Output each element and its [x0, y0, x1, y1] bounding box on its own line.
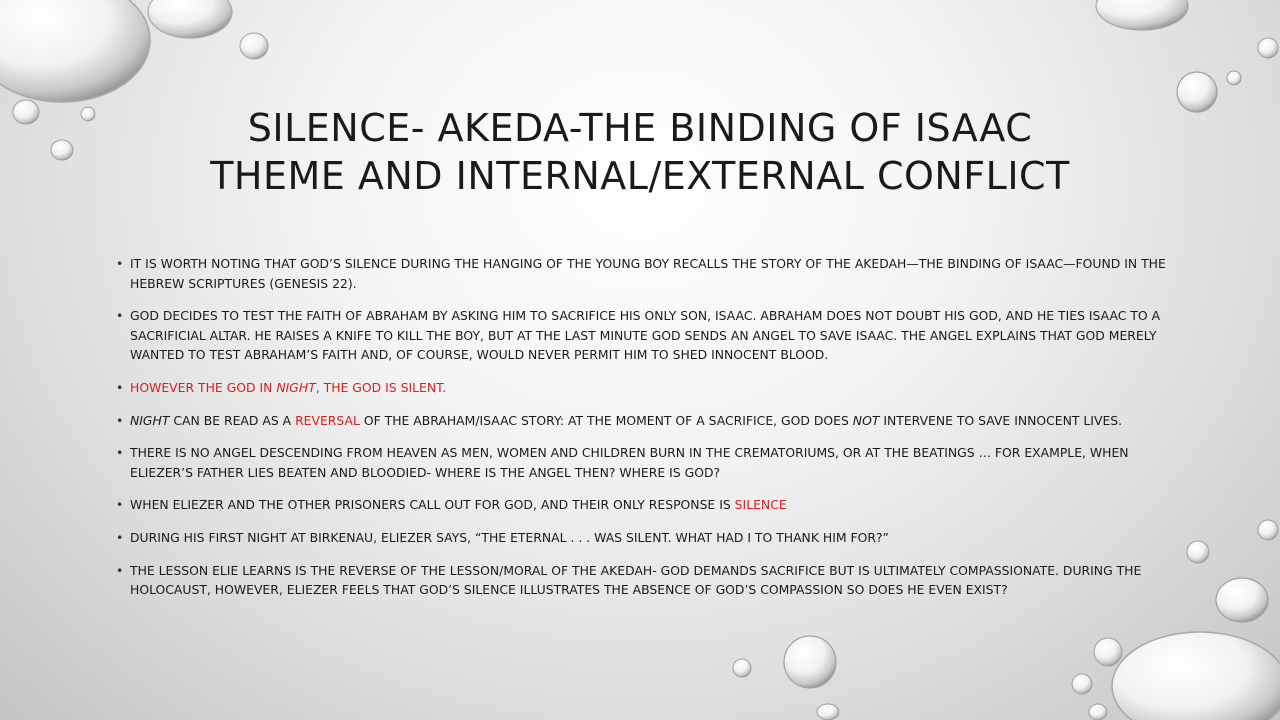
bullet-birkenau-quote: • DURING HIS FIRST NIGHT AT BIRKENAU, ELIEZER SAYS, “THE ETERNAL . . . WAS SILENT. WHAT HAD I TO THANK HIM FOR?”	[116, 528, 1176, 548]
bullet-prisoners-call	[116, 495, 1176, 515]
bullet-reversal-night: NIGHT	[130, 412, 170, 428]
bullet-god-silent-part2: , THE GOD IS SILENT.	[315, 379, 447, 395]
bullet-god-silent	[116, 378, 1176, 398]
bullet-prisoners-call-part1: WHEN ELIEZER AND THE OTHER PRISONERS CALL OUT FOR GOD, AND THEIR ONLY RESPONSE IS	[130, 497, 735, 513]
slide-body	[116, 254, 1176, 613]
bullet-reversal-part1: CAN BE READ AS A	[169, 412, 296, 428]
bullet-abraham-test: • GOD DECIDES TO TEST THE FAITH OF ABRAHAM BY ASKING HIM TO SACRIFICE HIS ONLY SON, ISAAC. ABRAHAM DOES NOT DOUBT HIS GOD, AND HE TIES ISAAC TO A SACRIFICIAL ALTAR. HE RAISES A KNIFE TO KILL THE BOY, BUT AT THE LAST MINUTE GOD SENDS AN ANGEL TO SAVE ISAAC. THE ANGEL EXPLAINS THAT GOD MERELY WANTED TO TEST ABRAHAM’S FAITH AND, OF COURSE, WOULD NEVER PERMIT HIM TO SHED INNOCENT BLOOD.	[116, 306, 1176, 365]
slide-title-line-1: SILENCE- AKEDA-THE BINDING OF ISAAC	[247, 106, 1033, 150]
bullet-god-silent-part1: HOWEVER THE GOD IN	[130, 379, 277, 395]
bullet-no-angel: • THERE IS NO ANGEL DESCENDING FROM HEAVEN AS MEN, WOMEN AND CHILDREN BURN IN THE CREMATORIUMS, OR AT THE BEATINGS … FOR EXAMPLE, WHEN ELIEZER’S FATHER LIES BEATEN AND BLOODIED- WHERE IS THE ANGEL THEN? WHERE IS GOD?	[116, 443, 1176, 482]
bullet-akedah-recall: • IT IS WORTH NOTING THAT GOD’S SILENCE DURING THE HANGING OF THE YOUNG BOY RECALLS THE STORY OF THE AKEDAH—THE BINDING OF ISAAC—FOUND IN THE HEBREW SCRIPTURES (GENESIS 22).	[116, 254, 1176, 293]
bullet-prisoners-call-silence: SILENCE	[734, 497, 787, 513]
bullet-list	[116, 254, 1176, 600]
bullet-reversal-not: NOT	[852, 412, 880, 428]
bullet-god-silent-night: NIGHT	[276, 379, 316, 395]
bullet-reversal-part3: INTERVENE TO SAVE INNOCENT LIVES.	[879, 412, 1123, 428]
slide-title-line-2: THEME AND INTERNAL/EXTERNAL CONFLICT	[210, 154, 1070, 198]
bullet-lesson-reverse: • THE LESSON ELIE LEARNS IS THE REVERSE OF THE LESSON/MORAL OF THE AKEDAH- GOD DEMANDS SACRIFICE BUT IS ULTIMATELY COMPASSIONATE. DURING THE HOLOCAUST, HOWEVER, ELIEZER FEELS THAT GOD’S SILENCE ILLUSTRATES THE ABSENCE OF GOD’S COMPASSION SO DOES HE EVEN EXIST?	[116, 561, 1176, 600]
bullet-reversal-word: REVERSAL	[295, 412, 360, 428]
bullet-reversal-part2: OF THE ABRAHAM/ISAAC STORY: AT THE MOMENT OF A SACRIFICE, GOD DOES	[359, 412, 853, 428]
bullet-reversal	[116, 411, 1176, 431]
slide-title	[80, 104, 1200, 200]
drop-cluster-top-right	[1096, 0, 1278, 112]
